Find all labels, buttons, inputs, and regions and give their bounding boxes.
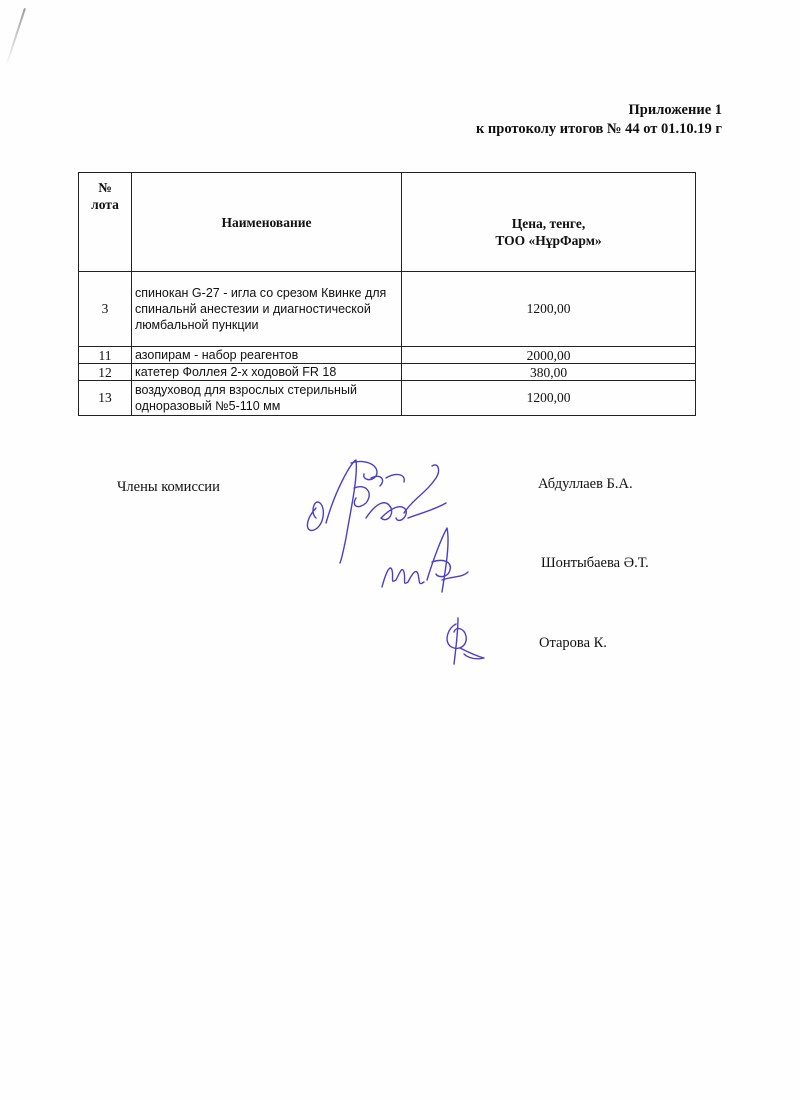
lot-number: 3 — [79, 272, 132, 347]
document-header — [476, 101, 722, 139]
lot-name: азопирам - набор реагентов — [132, 347, 402, 364]
lot-price: 2000,00 — [402, 347, 696, 364]
commission-label: Члены комиссии — [117, 479, 220, 495]
scan-artifact — [5, 8, 25, 66]
lot-name: катетер Фоллея 2-х ходовой FR 18 — [132, 364, 402, 381]
appendix-title: Приложение 1 — [628, 102, 722, 118]
lot-price: 1200,00 — [402, 272, 696, 347]
signature-2 — [372, 522, 482, 602]
lots-table — [78, 172, 696, 416]
header-name: Наименование — [132, 173, 402, 272]
lot-name: воздуховод для взрослых стерильный одноразовый №5-110 мм — [132, 381, 402, 416]
member-name-1: Абдуллаев Б.А. — [538, 476, 633, 492]
header-lot-number: № лота — [79, 173, 132, 272]
member-name-2: Шонтыбаева Ә.Т. — [541, 555, 649, 571]
signature-3 — [436, 612, 496, 672]
table-row — [79, 381, 696, 416]
lot-number: 12 — [79, 364, 132, 381]
header-price: Цена, тенге, ТОО «НұрФарм» — [402, 173, 696, 272]
lot-number: 11 — [79, 347, 132, 364]
table-header-row — [79, 173, 696, 272]
table-row — [79, 364, 696, 381]
table-row — [79, 272, 696, 347]
lot-name: спинокан G-27 - игла со срезом Квинке для спинальнй анестезии и диагностической люмбальной пункции — [132, 272, 402, 347]
member-name-3: Отарова К. — [539, 635, 607, 651]
lot-number: 13 — [79, 381, 132, 416]
lot-price: 380,00 — [402, 364, 696, 381]
lot-price: 1200,00 — [402, 381, 696, 416]
protocol-reference: к протоколу итогов № 44 от 01.10.19 г — [475, 121, 722, 137]
table-row — [79, 347, 696, 364]
